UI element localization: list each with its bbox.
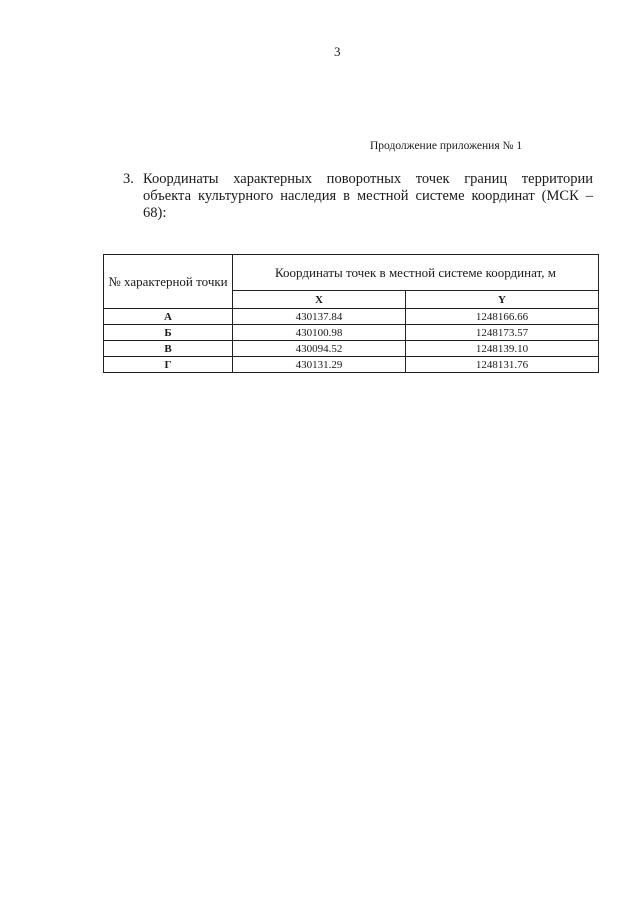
x-value: 430100.98 [233,325,406,341]
y-value: 1248131.76 [406,357,599,373]
header-x: X [233,291,406,309]
y-value: 1248166.66 [406,309,599,325]
x-value: 430094.52 [233,341,406,357]
header-y: Y [406,291,599,309]
header-coordinates: Координаты точек в местной системе координат, м [233,255,599,291]
point-label: Б [104,325,233,341]
section-paragraph [123,171,593,222]
section-number: 3. [123,171,134,187]
coordinates-table [103,254,599,373]
page-number: 3 [334,44,341,59]
section-text: Координаты характерных поворотных точек границ территории объекта культурного наследия в местной системе координат (МСК – 68): [143,171,593,221]
point-label: Г [104,357,233,373]
x-value: 430131.29 [233,357,406,373]
table-row [104,325,599,341]
table-header-row [104,255,599,291]
point-label: В [104,341,233,357]
y-value: 1248173.57 [406,325,599,341]
table-row [104,309,599,325]
y-value: 1248139.10 [406,341,599,357]
header-point: № характерной точки [104,255,233,309]
appendix-note: Продолжение приложения № 1 [370,140,523,152]
table-row [104,341,599,357]
x-value: 430137.84 [233,309,406,325]
point-label: А [104,309,233,325]
table-row [104,357,599,373]
